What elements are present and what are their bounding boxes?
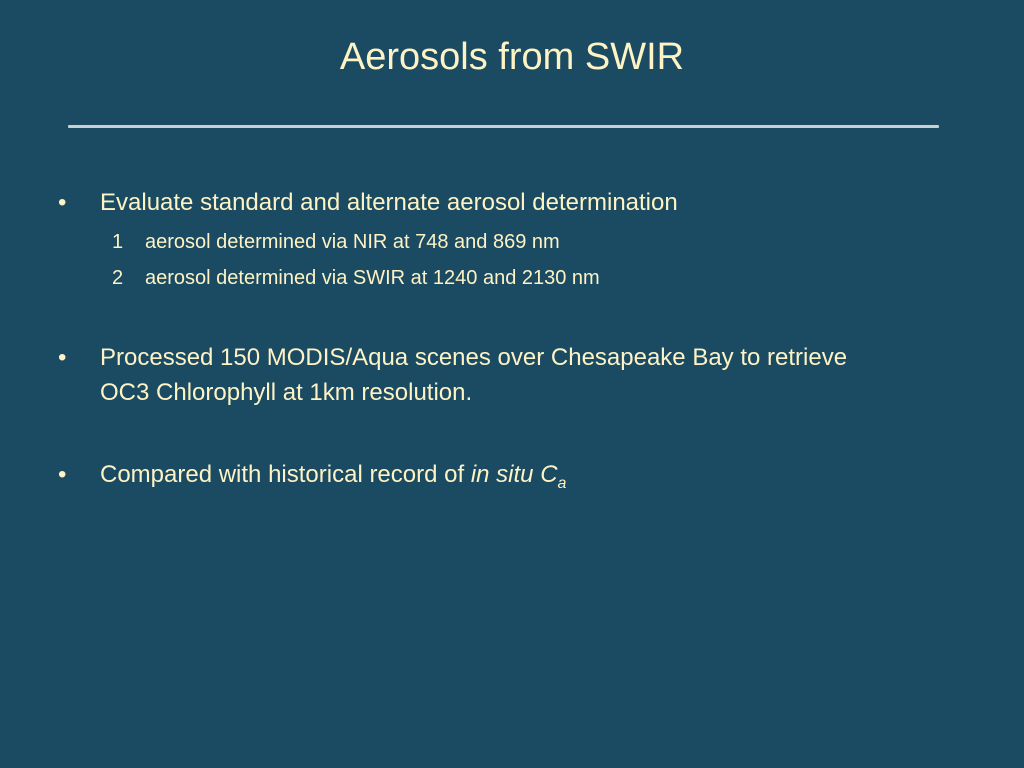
bullet-text-prefix: Compared with historical record of	[100, 461, 471, 488]
bullet-text: Processed 150 MODIS/Aqua scenes over Chesapeake Bay to retrieve OC3 Chlorophyll at 1km resolution.	[100, 344, 848, 406]
in-situ-italic: in situ C	[470, 461, 558, 488]
subitem-text: aerosol determined via NIR at 748 and 869 nm	[145, 231, 560, 253]
bullet-marker: •	[58, 461, 67, 488]
subscript-a: a	[557, 475, 567, 492]
bullet-text	[100, 457, 900, 492]
subitem-number: 1	[112, 231, 124, 253]
title-divider	[68, 125, 939, 128]
bullet-marker: •	[58, 344, 67, 371]
subitem-number: 2	[112, 267, 124, 289]
subitem-text: aerosol determined via SWIR at 1240 and 2130 nm	[145, 267, 600, 289]
slide-title: Aerosols from SWIR	[339, 36, 685, 78]
bullet-marker: •	[58, 189, 67, 216]
bullet-text: Evaluate standard and alternate aerosol determination	[100, 189, 678, 216]
